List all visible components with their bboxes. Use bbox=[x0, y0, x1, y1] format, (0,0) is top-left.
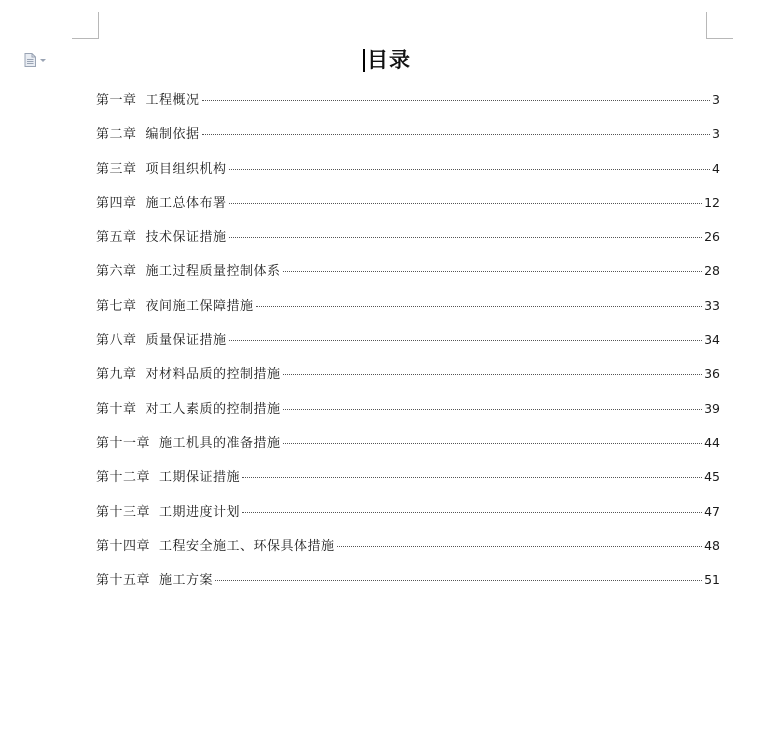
toc-entry-11[interactable] bbox=[96, 432, 720, 466]
toc-chapter-title: 工期进度计划 bbox=[159, 504, 241, 520]
page-corner-mark-top-right bbox=[706, 12, 733, 39]
document-title-text: 目录 bbox=[367, 47, 411, 72]
toc-dot-leader bbox=[256, 306, 703, 307]
toc-dot-leader bbox=[337, 546, 703, 547]
table-of-contents bbox=[96, 89, 720, 603]
toc-dot-leader bbox=[229, 203, 703, 204]
toc-chapter-title: 对工人素质的控制措施 bbox=[145, 401, 281, 417]
toc-chapter-number: 第十五章 bbox=[96, 573, 151, 589]
toc-dot-leader bbox=[283, 374, 703, 375]
toc-page-number: 33 bbox=[704, 297, 720, 313]
toc-chapter-title: 编制依据 bbox=[145, 127, 200, 143]
toc-chapter-number: 第十四章 bbox=[96, 538, 151, 554]
toc-chapter-number: 第四章 bbox=[96, 195, 137, 211]
toc-chapter-title: 对材料品质的控制措施 bbox=[145, 367, 281, 383]
toc-dot-leader bbox=[229, 340, 703, 341]
toc-page-number: 4 bbox=[712, 160, 720, 176]
toc-entry-5[interactable] bbox=[96, 226, 720, 260]
toc-chapter-number: 第十三章 bbox=[96, 504, 151, 520]
toc-chapter-number: 第三章 bbox=[96, 161, 137, 177]
toc-chapter-number: 第十一章 bbox=[96, 435, 151, 451]
toc-page-number: 51 bbox=[704, 572, 720, 588]
toc-page-number: 26 bbox=[704, 229, 720, 245]
toc-chapter-number: 第二章 bbox=[96, 127, 137, 143]
toc-page-number: 3 bbox=[712, 92, 720, 107]
toc-dot-leader bbox=[242, 512, 702, 513]
toc-entry-10[interactable] bbox=[96, 398, 720, 432]
toc-dot-leader bbox=[229, 169, 711, 170]
toc-dot-leader bbox=[229, 237, 703, 238]
toc-dot-leader bbox=[202, 100, 711, 101]
toc-chapter-number: 第十章 bbox=[96, 401, 137, 417]
toc-page-number: 3 bbox=[712, 126, 720, 142]
toc-dot-leader bbox=[202, 134, 711, 135]
toc-chapter-title: 技术保证措施 bbox=[145, 230, 227, 246]
page-corner-mark-top-left bbox=[72, 12, 99, 39]
toc-entry-4[interactable] bbox=[96, 192, 720, 226]
toc-page-number: 28 bbox=[704, 263, 720, 279]
toc-chapter-number: 第七章 bbox=[96, 298, 137, 314]
toc-entry-13[interactable] bbox=[96, 501, 720, 535]
toc-dot-leader bbox=[242, 477, 702, 478]
toc-chapter-title: 工程概况 bbox=[145, 93, 200, 108]
toc-entry-7[interactable] bbox=[96, 295, 720, 329]
toc-page-number: 34 bbox=[704, 332, 720, 348]
title-container bbox=[0, 46, 778, 74]
toc-chapter-number: 第八章 bbox=[96, 333, 137, 349]
toc-dot-leader bbox=[215, 580, 702, 581]
toc-chapter-number: 第五章 bbox=[96, 230, 137, 246]
toc-page-number: 36 bbox=[704, 366, 720, 382]
toc-entry-3[interactable] bbox=[96, 158, 720, 192]
toc-chapter-title: 施工总体布署 bbox=[145, 195, 227, 211]
text-cursor bbox=[363, 49, 365, 72]
toc-chapter-number: 第九章 bbox=[96, 367, 137, 383]
toc-chapter-title: 施工方案 bbox=[159, 573, 214, 589]
toc-page-number: 45 bbox=[704, 469, 720, 485]
toc-entry-8[interactable] bbox=[96, 329, 720, 363]
toc-entry-14[interactable] bbox=[96, 535, 720, 569]
toc-chapter-title: 夜间施工保障措施 bbox=[145, 298, 254, 314]
toc-chapter-title: 施工过程质量控制体系 bbox=[145, 264, 281, 280]
toc-entry-2[interactable] bbox=[96, 123, 720, 157]
toc-entry-12[interactable] bbox=[96, 466, 720, 500]
toc-chapter-title: 质量保证措施 bbox=[145, 333, 227, 349]
toc-chapter-title: 项目组织机构 bbox=[145, 161, 227, 177]
toc-page-number: 47 bbox=[704, 503, 720, 519]
toc-chapter-title: 工期保证措施 bbox=[159, 470, 241, 486]
toc-dot-leader bbox=[283, 409, 703, 410]
toc-entry-1[interactable] bbox=[96, 89, 720, 123]
toc-entry-6[interactable] bbox=[96, 260, 720, 294]
toc-page-number: 12 bbox=[704, 194, 720, 210]
toc-dot-leader bbox=[283, 443, 703, 444]
toc-chapter-number: 第一章 bbox=[96, 93, 137, 108]
toc-chapter-number: 第六章 bbox=[96, 264, 137, 280]
toc-chapter-title: 施工机具的准备措施 bbox=[159, 435, 281, 451]
toc-page-number: 44 bbox=[704, 434, 720, 450]
toc-entry-15[interactable] bbox=[96, 569, 720, 603]
document-title[interactable] bbox=[367, 46, 411, 74]
toc-chapter-number: 第十二章 bbox=[96, 470, 151, 486]
toc-dot-leader bbox=[283, 271, 703, 272]
toc-page-number: 48 bbox=[704, 537, 720, 553]
toc-page-number: 39 bbox=[704, 400, 720, 416]
toc-chapter-title: 工程安全施工、环保具体措施 bbox=[159, 538, 335, 554]
toc-entry-9[interactable] bbox=[96, 363, 720, 397]
